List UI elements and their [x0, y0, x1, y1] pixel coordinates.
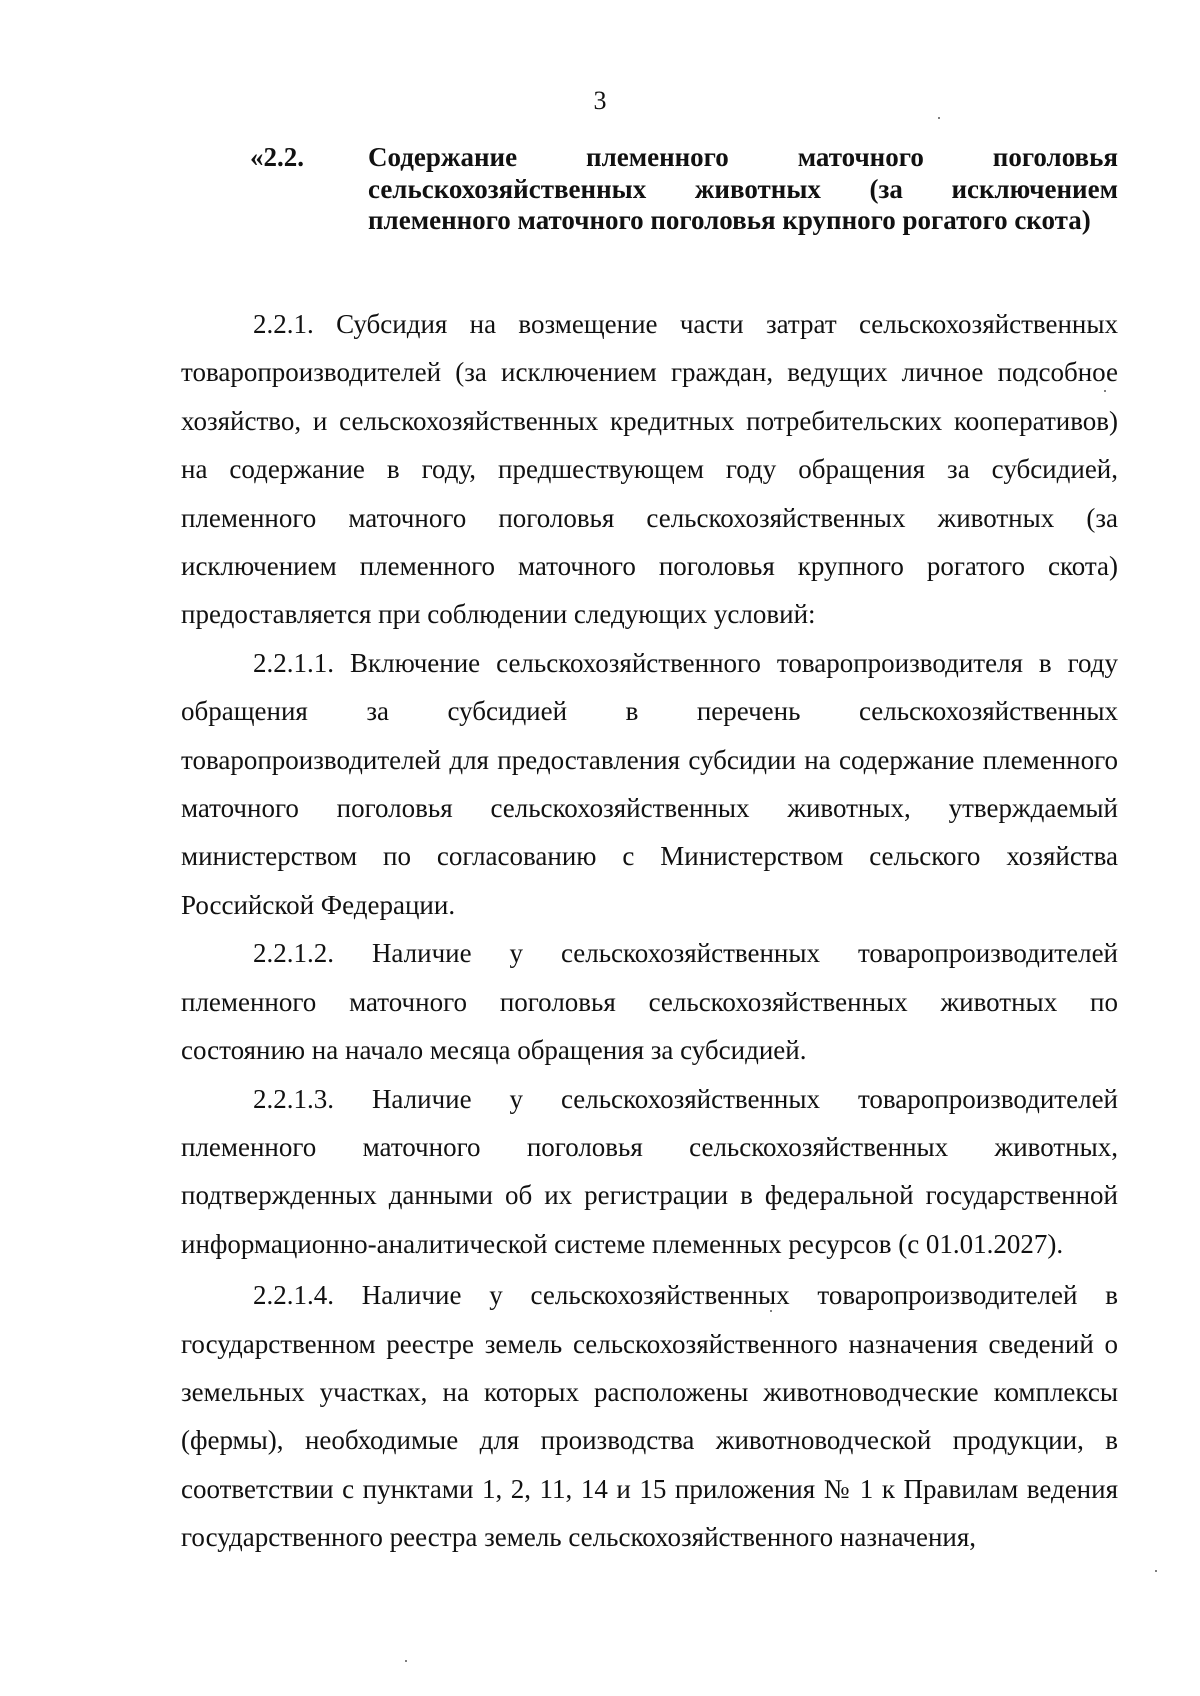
section-heading-title: Содержание племенного маточного поголовья сельскохозяйственных животных (за исключением племенного маточного поголовья крупного рогатого скота): [368, 142, 1118, 235]
section-heading-number: «2.2.: [250, 142, 304, 172]
section-heading: [250, 142, 1118, 237]
paragraph-2-2-1-4: 2.2.1.4. Наличие у сельскохозяйственных товаропроизводителей в государственном реестре земель сельскохозяйственного назначения сведений о земельных участках, на которых расположены животноводческие комплексы (фермы), необходимые для производства животноводческой продукции, в соответствии с пунктами 1, 2, 11, 14 и 15 приложения № 1 к Правилам ведения государственного реестра земель сельскохозяйственного назначения,: [181, 1280, 1118, 1553]
paragraph-2-2-1-3: 2.2.1.3. Наличие у сельскохозяйственных товаропроизводителей племенного маточного поголовья сельскохозяйственных животных, подтвержденных данными об их регистрации в федеральной государственной информационно-аналитической системе племенных ресурсов (с 01.01.2027).: [181, 1083, 1118, 1259]
paragraph-2-2-1-2: 2.2.1.2. Наличие у сельскохозяйственных товаропроизводителей племенного маточного поголовья сельскохозяйственных животных по состоянию на начало месяца обращения за субсидией.: [181, 938, 1118, 1066]
paragraph-2-2-1: 2.2.1. Субсидия на возмещение части затрат сельскохозяйственных товаропроизводителей (за исключением граждан, ведущих личное подсобное хозяйство, и сельскохозяйственных кредитных потребительских кооперативов) на содержание в году, предшествующем году обращения за субсидией, племенного маточного поголовья сельскохозяйственных животных (за исключением племенного маточного поголовья крупного рогатого скота) предоставляется при соблюдении следующих условий:: [181, 309, 1118, 630]
page-number: 3: [593, 86, 607, 115]
scan-speck: [770, 1310, 772, 1312]
scan-speck: [1104, 390, 1106, 392]
scan-speck: [938, 117, 940, 119]
paragraph-2-2-1-1: 2.2.1.1. Включение сельскохозяйственного товаропроизводителя в году обращения за субсидией в перечень сельскохозяйственных товаропроизводителей для предоставления субсидии на содержание племенного маточного поголовья сельскохозяйственных животных, утверждаемый министерством по согласованию с Министерством сельского хозяйства Российской Федерации.: [181, 647, 1118, 920]
scan-speck: [405, 1660, 407, 1662]
document-body: [181, 300, 1118, 1562]
scan-speck: [1155, 1570, 1157, 1572]
